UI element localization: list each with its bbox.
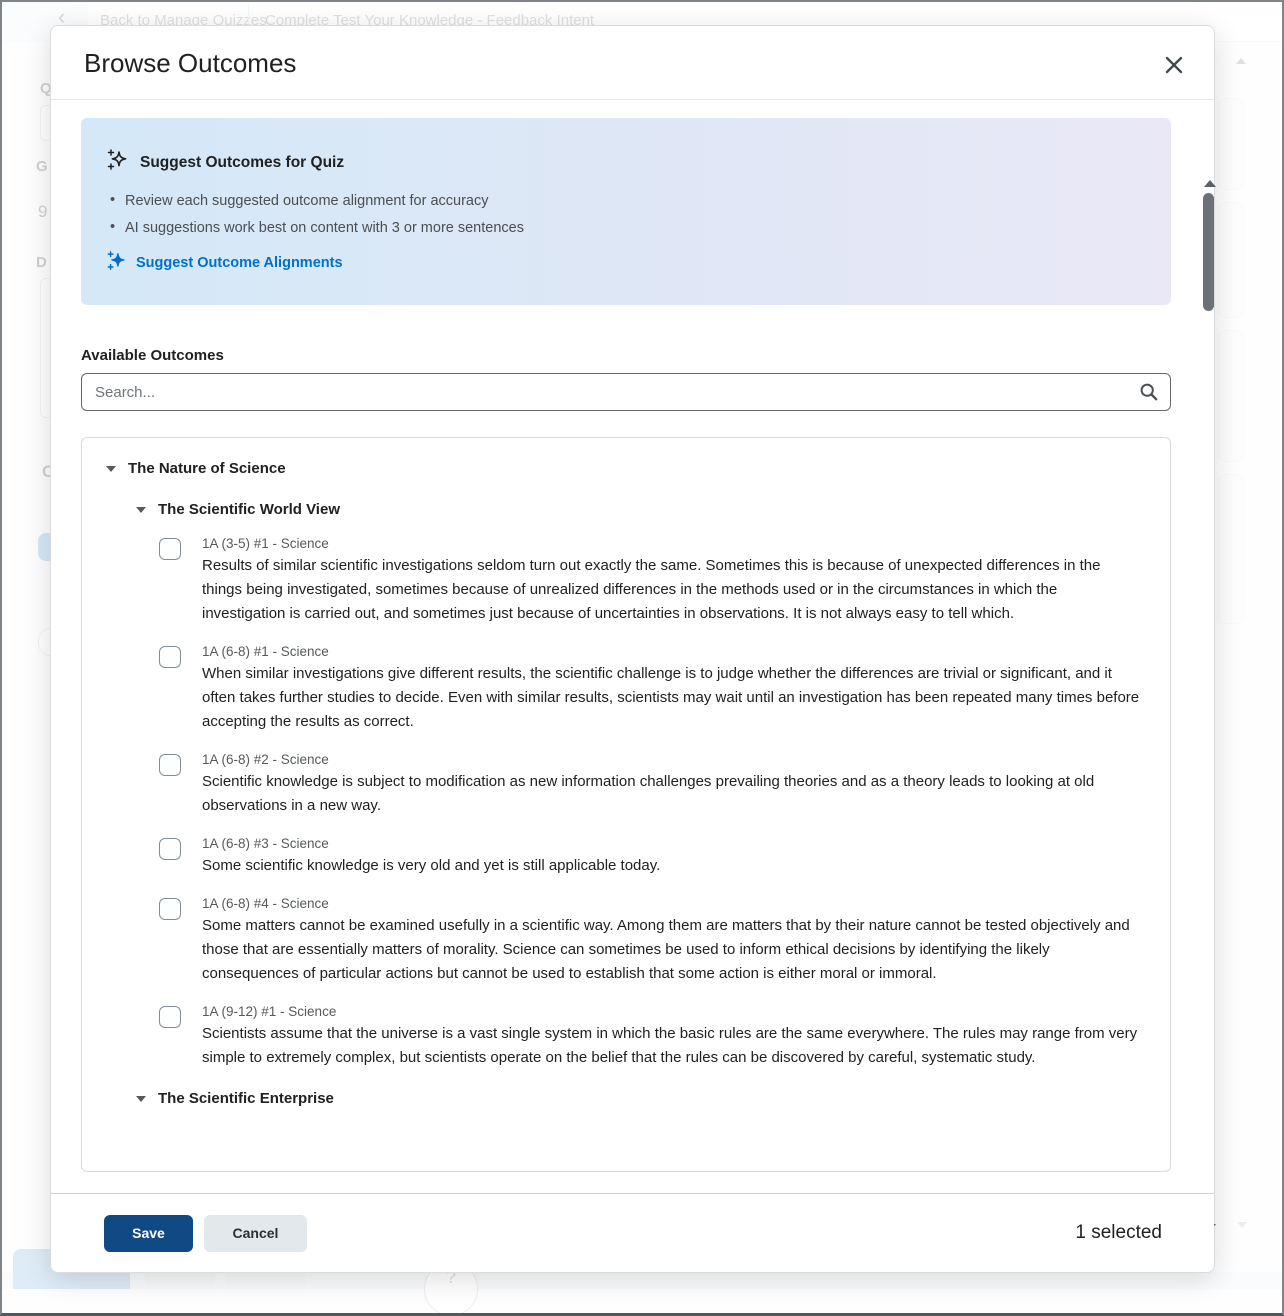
outcome-checkbox[interactable] — [159, 538, 181, 560]
search-input[interactable] — [81, 373, 1171, 411]
available-outcomes-label: Available Outcomes — [81, 347, 224, 364]
browse-outcomes-dialog — [50, 25, 1215, 1273]
banner-bullet-list — [106, 193, 1171, 236]
outcome-code: 1A (6-8) #2 - Science — [202, 752, 329, 767]
dialog-title: Browse Outcomes — [84, 48, 297, 78]
chevron-down-icon[interactable] — [136, 507, 146, 513]
chevron-down-icon[interactable] — [136, 1096, 146, 1102]
outcome-code: 1A (6-8) #4 - Science — [202, 896, 329, 911]
search-icon[interactable] — [1139, 382, 1159, 407]
outcome-description: Scientists assume that the universe is a vast single system in which the basic rules are the same everywhere. The rules may range from very simple to extremely complex, but scientists operate on the belief that the rules can be discovered by careful, systematic study. — [202, 1025, 1138, 1066]
outcome-description: Scientific knowledge is subject to modification as new information challenges prevailing theories and as a theory leads to looking at old observations in a new way. — [202, 773, 1095, 814]
tree-node-scientific-world-view[interactable] — [106, 501, 1144, 518]
outcome-item — [106, 896, 1144, 986]
outcome-checkbox[interactable] — [159, 838, 181, 860]
banner-title: Suggest Outcomes for Quiz — [140, 153, 345, 171]
sparkle-blue-icon — [106, 250, 128, 276]
dialog-body — [51, 100, 1214, 1195]
cancel-button[interactable]: Cancel — [204, 1215, 307, 1252]
outcome-description: Results of similar scientific investigations seldom turn out exactly the same. Sometimes this is because of unexpected differences in the things being investigated, sometimes because of unrealized differences in the methods used or in the circumstances in which the investigation is carried out, and sometimes just because of uncertainties in observations. It is not always easy to tell which. — [202, 557, 1101, 622]
outcome-item — [106, 836, 1144, 878]
dialog-scrollbar-thumb[interactable] — [1203, 193, 1214, 311]
dialog-scroll-up-icon[interactable] — [1204, 180, 1216, 187]
banner-bullet: • AI suggestions work best on content with 3 or more sentences — [106, 220, 1171, 236]
suggest-outcomes-banner — [81, 118, 1171, 305]
dialog-footer — [51, 1193, 1214, 1272]
selected-count: 1 selected — [1075, 1222, 1162, 1243]
dialog-header — [51, 26, 1214, 100]
suggest-outcome-alignments-button[interactable] — [106, 250, 343, 276]
tree-node-label: The Scientific World View — [158, 501, 340, 518]
sparkle-icon — [106, 148, 130, 177]
outcome-description: Some matters cannot be examined usefully in a scientific way. Among them are matters that by their nature cannot be tested objectively and those that are essentially matters of morality. Science can sometimes be used to inform ethical decisions by identifying the likely consequences of particular actions but cannot be used to establish that some action is either moral or immoral. — [202, 917, 1130, 982]
close-icon[interactable] — [1160, 52, 1188, 80]
tree-node-scientific-enterprise[interactable] — [106, 1090, 1144, 1107]
suggest-outcome-alignments-label: Suggest Outcome Alignments — [136, 255, 343, 271]
outcome-checkbox[interactable] — [159, 754, 181, 776]
outcome-checkbox[interactable] — [159, 1006, 181, 1028]
close-x-glyph — [1163, 54, 1185, 76]
outcome-code: 1A (9-12) #1 - Science — [202, 1004, 337, 1019]
outcome-code: 1A (6-8) #3 - Science — [202, 836, 329, 851]
chevron-down-icon[interactable] — [106, 466, 116, 472]
outcomes-tree — [81, 437, 1171, 1172]
outcome-description: Some scientific knowledge is very old and yet is still applicable today. — [202, 857, 661, 874]
outcome-code: 1A (3-5) #1 - Science — [202, 536, 329, 551]
banner-bullet: • Review each suggested outcome alignment for accuracy — [106, 193, 1171, 209]
outcome-item — [106, 752, 1144, 818]
tree-node-label: The Nature of Science — [128, 460, 286, 477]
outcome-code: 1A (6-8) #1 - Science — [202, 644, 329, 659]
tree-node-label: The Scientific Enterprise — [158, 1090, 334, 1107]
outcome-checkbox[interactable] — [159, 646, 181, 668]
outcome-item — [106, 1004, 1144, 1070]
outcome-description: When similar investigations give different results, the scientific challenge is to judge whether the differences are trivial or significant, and it often takes further studies to decide. Even with similar results, scientists may wait until an investigation has been repeated many times before accepting the results as correct. — [202, 665, 1140, 730]
save-button[interactable]: Save — [104, 1215, 193, 1252]
outcome-checkbox[interactable] — [159, 898, 181, 920]
tree-node-nature-of-science[interactable] — [106, 460, 1144, 477]
outcome-item — [106, 644, 1144, 734]
outcome-item — [106, 536, 1144, 626]
